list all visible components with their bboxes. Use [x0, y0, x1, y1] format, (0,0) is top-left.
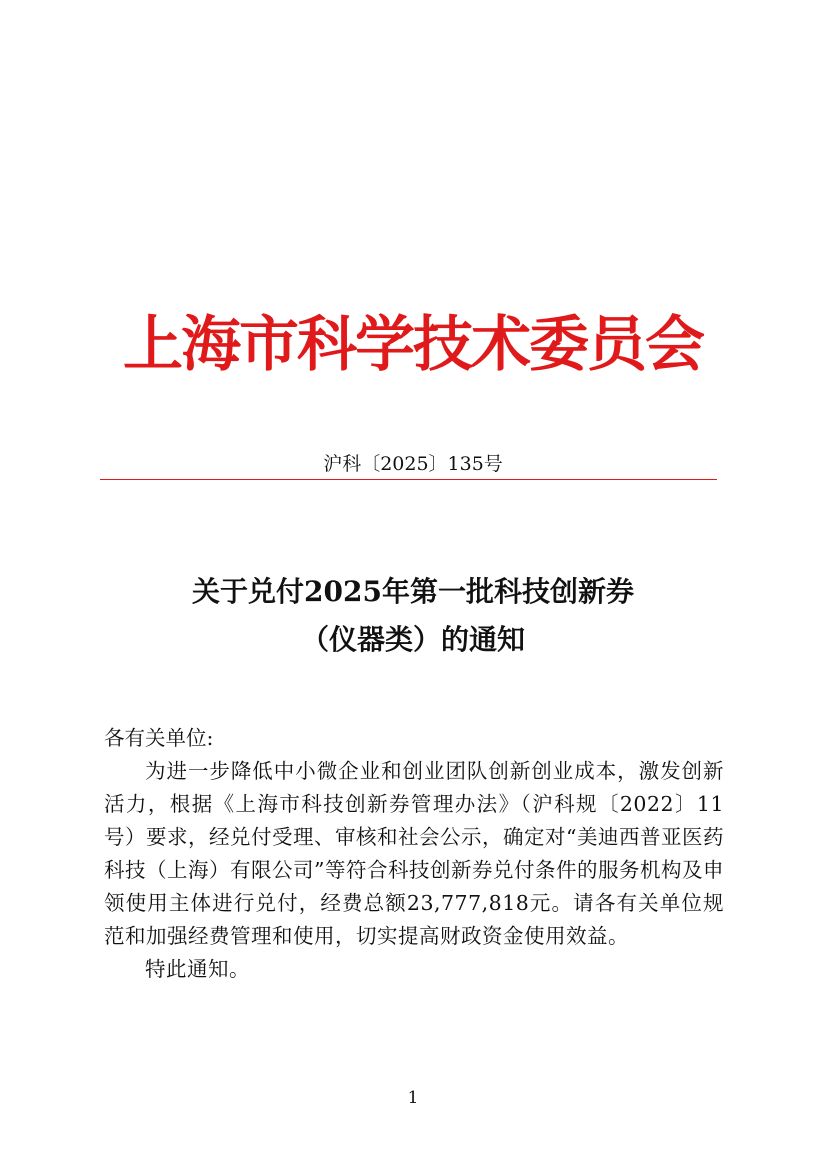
notice-title	[0, 568, 826, 664]
notice-title-line-2: （仪器类）的通知	[300, 623, 525, 656]
red-divider-line	[100, 479, 717, 480]
notice-body	[104, 722, 724, 986]
body-paragraph-closing: 特此通知。	[145, 957, 250, 981]
salutation: 各有关单位:	[104, 726, 214, 750]
issuer-heading: 上海市科学技术委员会	[123, 310, 703, 380]
page-number: 1	[407, 1088, 419, 1108]
body-paragraph-main: 为进一步降低中小微企业和创业团队创新创业成本，激发创新活力，根据《上海市科技创新券管理办法》（沪科规〔2022〕11号）要求，经兑付受理、审核和社会公示，确定对“美迪西普亚医药科技（上海）有限公司”等符合科技创新券兑付条件的服务机构及申领使用主体进行兑付，经费总额23,777,818元。请各有关单位规范和加强经费管理和使用，切实提高财政资金使用效益。	[104, 759, 724, 948]
notice-title-line-1: 关于兑付2025年第一批科技创新券	[192, 575, 634, 608]
document-number: 沪科〔2025〕135号	[323, 453, 503, 475]
